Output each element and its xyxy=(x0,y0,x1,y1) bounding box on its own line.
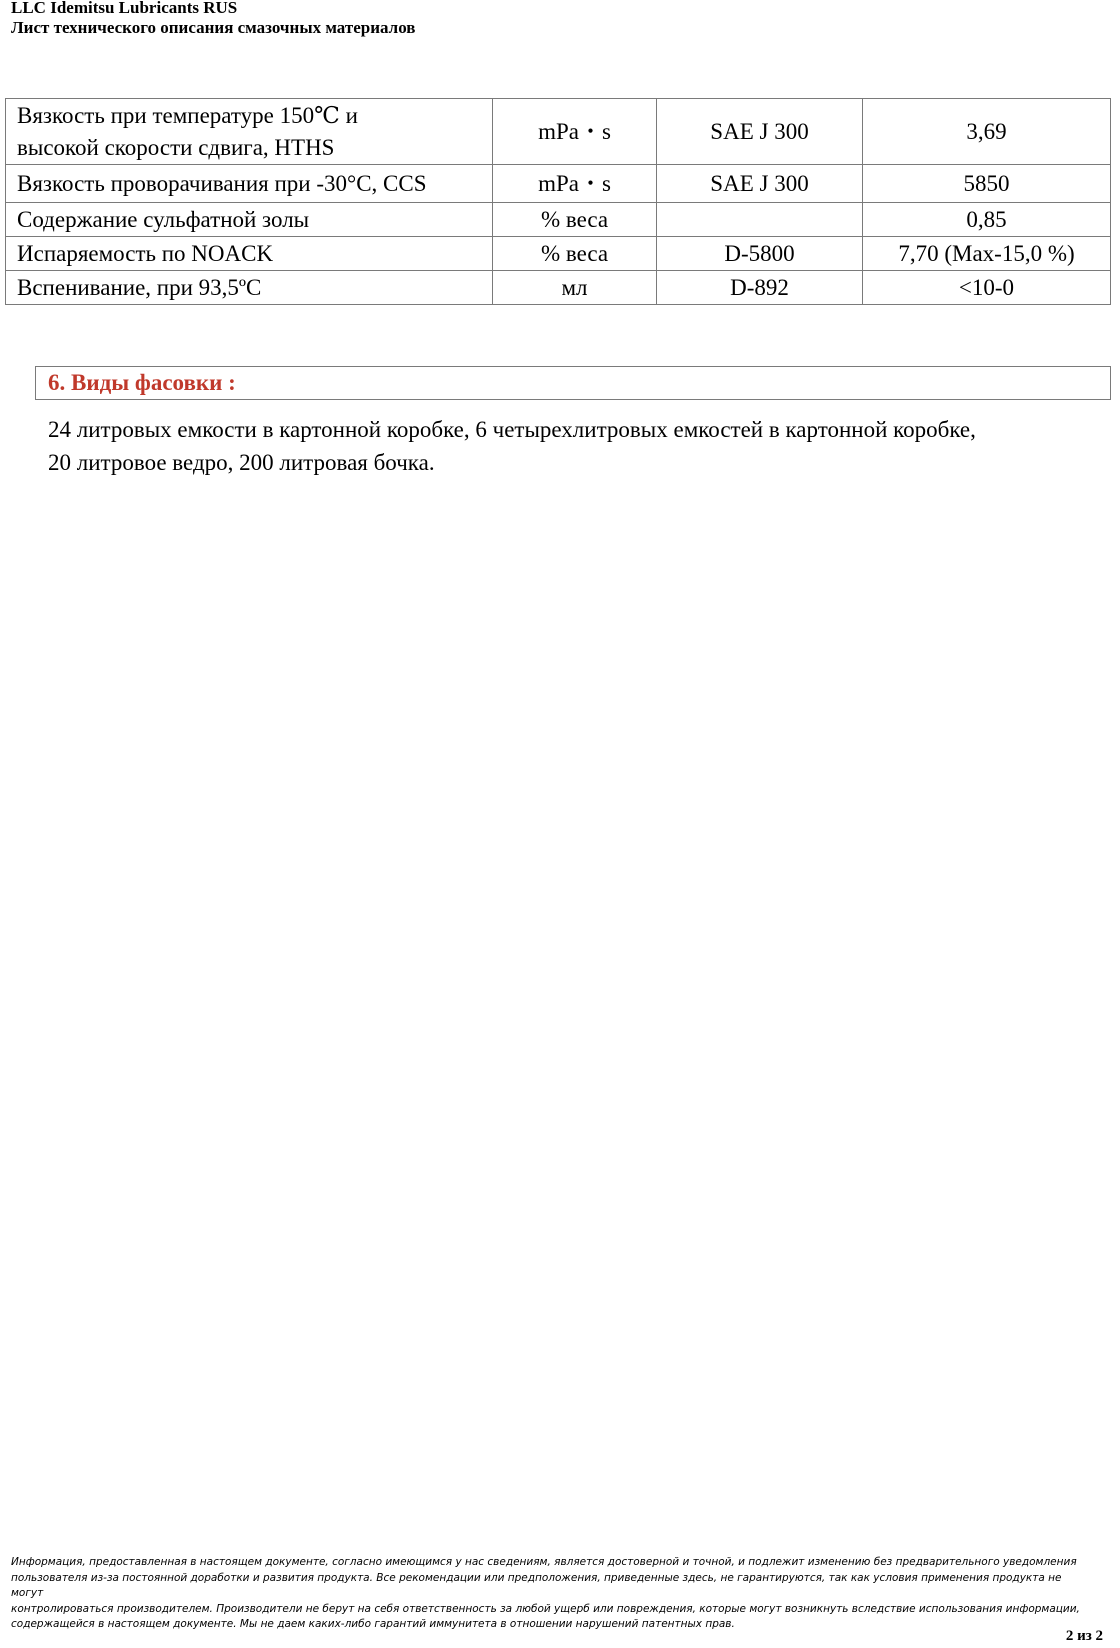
property-text: Вязкость при температуре 150℃ и xyxy=(17,102,358,128)
unit-cell: мл xyxy=(493,271,657,305)
property-text: высокой скорости сдвига, HTHS xyxy=(17,134,335,160)
disclaimer-line: содержащейся в настоящем документе. Мы не даем каких-либо гарантий иммунитета в отношении нарушений патентных прав. xyxy=(11,1618,735,1630)
disclaimer-line: контролироваться производителем. Производители не берут на себя ответственность за любой ущерб или повреждения, которые могут возникнуть вследствие использования информации, xyxy=(11,1602,1080,1615)
value-cell: <10-0 xyxy=(863,271,1111,305)
unit-cell: % веса xyxy=(493,237,657,271)
value-cell: 0,85 xyxy=(863,203,1111,237)
table-row xyxy=(6,165,1111,203)
section-title: 6. Виды фасовки : xyxy=(48,370,236,395)
table-row xyxy=(6,203,1111,237)
table-row xyxy=(6,237,1111,271)
method-cell: D-892 xyxy=(657,271,863,305)
value-cell: 5850 xyxy=(863,165,1111,203)
table-row xyxy=(6,99,1111,165)
page-number: 2 из 2 xyxy=(1065,1628,1103,1644)
property-cell: Содержание сульфатной золы xyxy=(6,203,493,237)
packaging-line: 20 литровое ведро, 200 литровая бочка. xyxy=(48,450,435,475)
value-cell: 3,69 xyxy=(863,99,1111,165)
disclaimer xyxy=(11,1555,1096,1633)
section-heading-box xyxy=(35,366,1111,400)
disclaimer-line: пользователя из-за постоянной доработки и развития продукта. Все рекомендации или предположения, приведенные здесь, не гарантируются, так как условия применения продукта не могут xyxy=(11,1571,1062,1599)
spec-table xyxy=(5,98,1111,305)
packaging-text xyxy=(48,413,1088,479)
method-cell: SAE J 300 xyxy=(657,165,863,203)
property-cell xyxy=(6,99,493,165)
value-cell: 7,70 (Max-15,0 %) xyxy=(863,237,1111,271)
table-row xyxy=(6,271,1111,305)
property-cell: Вязкость проворачивания при -30°C, CCS xyxy=(6,165,493,203)
document-subtitle: Лист технического описания смазочных материалов xyxy=(11,18,416,37)
method-cell xyxy=(657,203,863,237)
packaging-line: 24 литровых емкости в картонной коробке, 6 четырехлитровых емкостей в картонной коробке, xyxy=(48,417,976,442)
unit-cell: % веса xyxy=(493,203,657,237)
unit-cell: mPa・s xyxy=(493,99,657,165)
company-name: LLC Idemitsu Lubricants RUS xyxy=(11,0,238,17)
property-cell: Вспенивание, при 93,5ºC xyxy=(6,271,493,305)
disclaimer-line: Информация, предоставленная в настоящем документе, согласно имеющимся у нас сведениям, является достоверной и точной, и подлежит изменению без предварительного уведомления xyxy=(11,1556,1077,1568)
method-cell: SAE J 300 xyxy=(657,99,863,165)
unit-cell: mPa・s xyxy=(493,165,657,203)
method-cell: D-5800 xyxy=(657,237,863,271)
property-cell: Испаряемость по NOACK xyxy=(6,237,493,271)
